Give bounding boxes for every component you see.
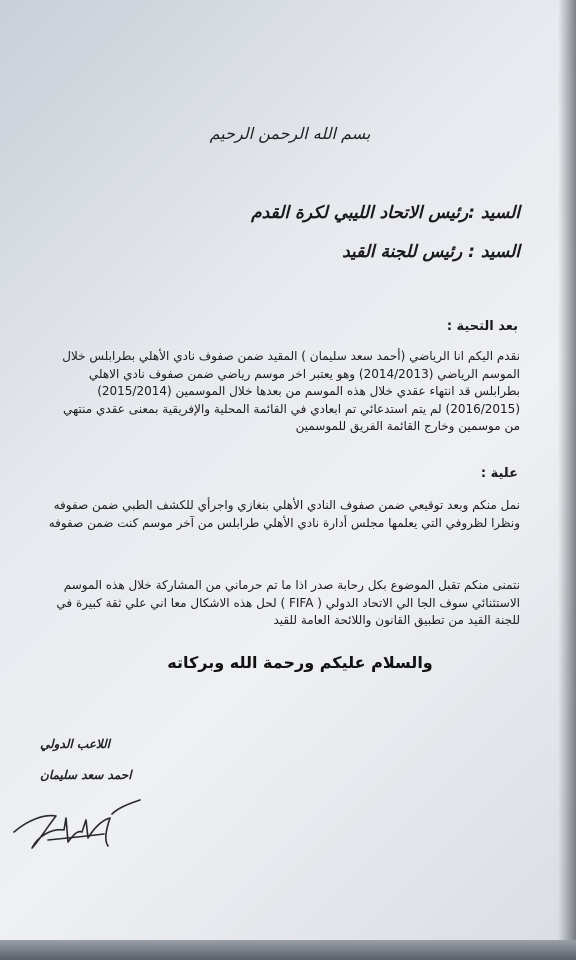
body-paragraph-2: نمل منكم وبعد توقيعي ضمن صفوف النادي الأهلي بنغازي واجرأي للكشف الطبي ضمن صفوفه ونظرا لظروفي التي يعلمها مجلس أدارة نادي الأهلي طرابلس من آخر موسم كنت ضمن صفوفه	[48, 498, 520, 530]
handwritten-signature	[8, 790, 148, 860]
closing-salutation: والسلام عليكم ورحمة الله وبركاته	[167, 653, 433, 672]
background-surface	[0, 940, 576, 960]
addressee-registration-committee: السيد : رئيس للجنة القيد	[342, 242, 520, 262]
body-paragraph-1: نقدم اليكم انا الرياضي (أحمد سعد سليمان ) المقيد ضمن صفوف نادي الأهلي بطرابلس خلال الموسم الرياضي (2014/2013) وهو يعتبر اخر موسم رياضي ضمن صفوف نادي الاهلي بطرابلس قد انتهاء عقدي خلال هذه الموسم من بعدها خلال الموسمين (2015/2014) (2016/2015) لم يتم استدعائي تم ابعادي في القائمة المحلية والإفريقية بمعنى عقدي منتهي من موسمين وخارج القائمة الفريق للموسمين	[62, 349, 520, 433]
alayh-heading: علية :	[480, 466, 518, 481]
signer-title: اللاعب الدولي	[40, 737, 111, 751]
greeting-heading: بعد التحية :	[446, 319, 518, 334]
addressee-federation-president: السيد :رئيس الاتحاد الليبي لكرة القدم	[251, 203, 520, 223]
signer-name: احمد سعد سليمان	[40, 768, 132, 782]
body-paragraph-3: نتمنى منكم تقبل الموضوع بكل رحابة صدر اذا ما تم حرماني من المشاركة خلال هذه الموسم الاستثنائي سوف الجا الي الاتحاد الدولي ( FIFA ) لحل هذه الاشكال معا اني علي ثقة كبيرة في للجنة القيد من تطبيق القانون واللائحة العامة للقيد	[56, 578, 520, 627]
page-edge-shadow	[558, 0, 576, 960]
basmala: بسم الله الرحمن الرحيم	[209, 124, 371, 143]
